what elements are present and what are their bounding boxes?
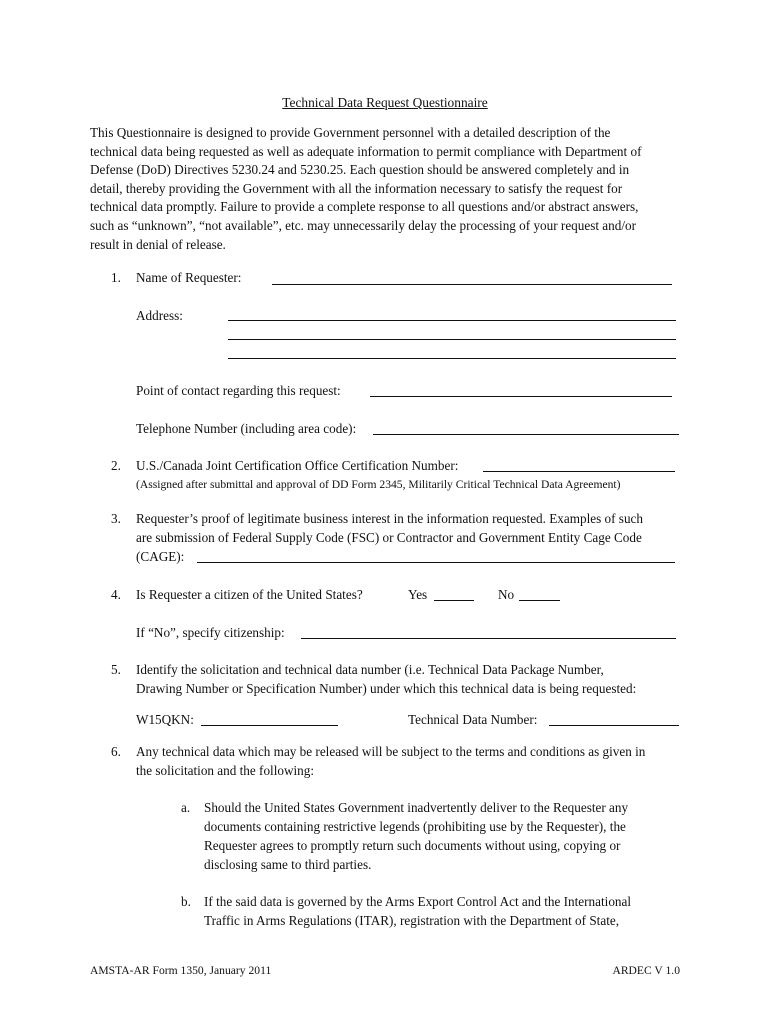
intro-line: result in denial of release. (90, 236, 226, 252)
q6b-line: Traffic in Arms Regulations (ITAR), registration with the Department of State, (204, 913, 620, 928)
cage-field[interactable] (197, 562, 675, 563)
q6a-letter: a. (181, 800, 191, 815)
q3-line: Requester’s proof of legitimate business interest in the information requested. Examples of such (136, 511, 643, 526)
citizenship-field[interactable] (301, 638, 676, 639)
q6a-line: Should the United States Government inadvertently deliver to the Requester any (204, 800, 629, 815)
poc-field[interactable] (370, 396, 672, 397)
q3-number: 3. (111, 511, 121, 526)
citizenship-label: If “No”, specify citizenship: (136, 625, 285, 640)
q3-line: are submission of Federal Supply Code (FSC) or Contractor and Government Entity Cage Code (136, 530, 642, 545)
name-field[interactable] (272, 284, 672, 285)
q3-line: (CAGE): (136, 549, 185, 564)
intro-line: This Questionnaire is designed to provide Government personnel with a detailed description of the (90, 125, 611, 140)
phone-label: Telephone Number (including area code): (136, 421, 357, 436)
citizen-question: Is Requester a citizen of the United States? (136, 587, 363, 602)
intro-line: Defense (DoD) Directives 5230.24 and 5230.25. Each question should be answered completely and in (90, 162, 630, 178)
q6-line: the solicitation and the following: (136, 763, 314, 778)
technical-data-number-label: Technical Data Number: (408, 712, 538, 727)
certification-field[interactable] (483, 471, 675, 472)
w15qkn-field[interactable] (201, 725, 338, 726)
intro-line: such as “unknown”, “not available”, etc. may unnecessarily delay the processing of your request and/or (90, 217, 636, 233)
q6-line: Any technical data which may be released will be subject to the terms and conditions as given in (136, 744, 646, 759)
q6b-line: If the said data is governed by the Arms Export Control Act and the International (204, 894, 632, 909)
q5-number: 5. (111, 662, 121, 677)
q6a-line: disclosing same to third parties. (204, 857, 372, 872)
name-label: Name of Requester: (136, 270, 242, 285)
w15qkn-label: W15QKN: (136, 712, 194, 727)
no-label: No (498, 587, 515, 602)
technical-data-number-field[interactable] (549, 725, 679, 726)
q6b-letter: b. (181, 894, 191, 909)
intro-line: technical data being requested as well as adequate information to permit compliance with Department of (90, 143, 642, 159)
intro-line: technical data promptly. Failure to provide a complete response to all questions and/or abstract answers, (90, 199, 639, 215)
q6a-line: documents containing restrictive legends (prohibiting use by the Requester), the (204, 819, 626, 834)
q6-number: 6. (111, 744, 121, 759)
no-field[interactable] (519, 600, 560, 601)
q5-line: Identify the solicitation and technical data number (i.e. Technical Data Package Number, (136, 662, 604, 677)
q6a-line: Requester agrees to promptly return such documents without using, copying or (204, 838, 621, 853)
yes-label: Yes (408, 587, 428, 602)
poc-label: Point of contact regarding this request: (136, 383, 341, 398)
intro-line: detail, thereby providing the Government with all the information necessary to satisfy the request for (90, 180, 623, 196)
address-label: Address: (136, 308, 183, 323)
q1-number: 1. (111, 270, 121, 285)
certification-label: U.S./Canada Joint Certification Office Certification Number: (136, 458, 459, 473)
page-title: Technical Data Request Questionnaire (282, 95, 488, 110)
address-field-line-2[interactable] (228, 339, 676, 340)
q2-number: 2. (111, 458, 121, 473)
q4-number: 4. (111, 587, 121, 602)
address-field-line-3[interactable] (228, 358, 676, 359)
intro-paragraph (90, 124, 690, 254)
footer-version: ARDEC V 1.0 (612, 964, 680, 977)
footer-form-id: AMSTA-AR Form 1350, January 2011 (90, 964, 272, 977)
yes-field[interactable] (434, 600, 474, 601)
address-field-line-1[interactable] (228, 320, 676, 321)
phone-field[interactable] (373, 434, 679, 435)
certification-note: (Assigned after submittal and approval of DD Form 2345, Militarily Critical Technical Data Agreement) (136, 478, 621, 491)
q5-line: Drawing Number or Specification Number) under which this technical data is being requested: (136, 681, 637, 696)
